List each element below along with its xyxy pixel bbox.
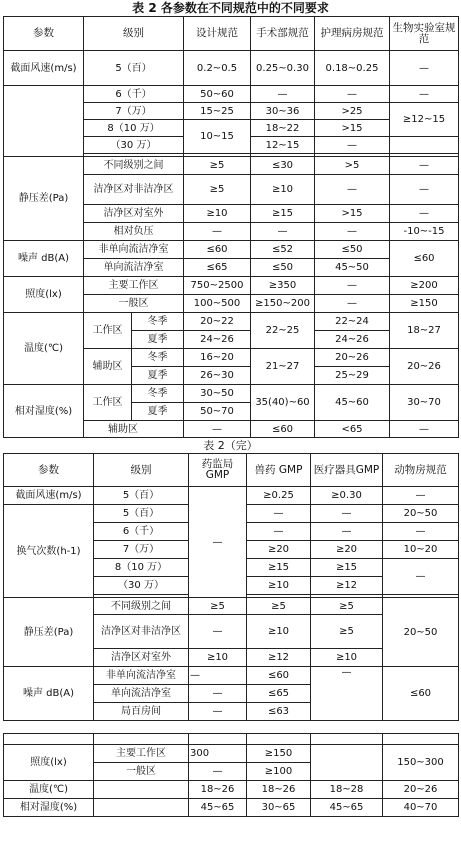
value-cell: 750~2500 bbox=[184, 277, 251, 295]
value-cell: 50~70 bbox=[184, 403, 251, 421]
header-cell: 设计规范 bbox=[184, 17, 251, 51]
table-row-spacer bbox=[4, 734, 459, 745]
table-row bbox=[4, 313, 459, 331]
level-cell: 主要工作区 bbox=[84, 277, 184, 295]
value-cell: 20~50 bbox=[383, 598, 459, 667]
header-cell: 生物实验室规范 bbox=[390, 17, 459, 51]
level-cell: 不同级别之间 bbox=[94, 598, 189, 615]
param-cell: 噪声 dB(A) bbox=[4, 667, 94, 721]
level-cell: 非单向流洁净室 bbox=[84, 241, 184, 259]
value-cell: 45~65 bbox=[311, 799, 383, 817]
value-cell: 0.2~0.5 bbox=[184, 51, 251, 86]
value-cell: 18~26 bbox=[189, 781, 247, 799]
value-cell: 0.25~0.30 bbox=[251, 51, 315, 86]
value-cell: 18~26 bbox=[247, 781, 311, 799]
value-cell: 20~26 bbox=[390, 349, 459, 385]
value-cell: 16~20 bbox=[184, 349, 251, 367]
value-cell: >15 bbox=[315, 205, 390, 223]
param-cell: 温度(℃) bbox=[4, 781, 94, 799]
value-cell: — bbox=[247, 505, 311, 523]
value-cell: — bbox=[189, 487, 247, 598]
param-cell: 相对湿度(%) bbox=[4, 799, 94, 817]
value-cell: 18~22 bbox=[251, 120, 315, 137]
value-cell: ≤60 bbox=[184, 241, 251, 259]
table2 bbox=[3, 453, 459, 721]
value-cell: — bbox=[315, 137, 390, 154]
table2-title: 表 2（完） bbox=[203, 439, 258, 452]
value-cell: ≥150~200 bbox=[251, 295, 315, 313]
param-cell: 相对湿度(%) bbox=[4, 385, 84, 438]
value-cell: — bbox=[189, 763, 247, 781]
level-cell: 8（10 万） bbox=[94, 559, 189, 577]
table-row bbox=[4, 86, 459, 103]
table-row bbox=[4, 277, 459, 295]
season-cell: 夏季 bbox=[132, 331, 184, 349]
value-cell: ≥15 bbox=[311, 559, 383, 577]
header-cell: 级别 bbox=[94, 454, 189, 487]
value-cell: ≤60 bbox=[390, 241, 459, 277]
season-cell: 夏季 bbox=[132, 403, 184, 421]
value-cell: ≤65 bbox=[247, 685, 311, 703]
value-cell: 300 bbox=[189, 745, 247, 763]
header-cell: 参数 bbox=[4, 17, 84, 51]
table1-title: 表 2 各参数在不同规范中的不同要求 bbox=[132, 1, 329, 15]
level-cell: 7（万） bbox=[94, 541, 189, 559]
value-cell: — bbox=[184, 223, 251, 241]
value-cell: — bbox=[189, 685, 247, 703]
value-cell: >5 bbox=[315, 157, 390, 175]
value-cell: — bbox=[189, 615, 247, 649]
value-cell: 18~27 bbox=[390, 313, 459, 349]
value-cell-empty bbox=[311, 745, 383, 781]
value-cell: >25 bbox=[315, 103, 390, 120]
param-cell: 静压差(Pa) bbox=[4, 598, 94, 667]
season-cell: 冬季 bbox=[132, 385, 184, 403]
value-cell: ≤30 bbox=[251, 157, 315, 175]
value-cell-empty bbox=[390, 137, 459, 154]
level-cell: 局百房间 bbox=[94, 703, 189, 721]
value-cell: 30~70 bbox=[390, 385, 459, 421]
value-cell: 50~60 bbox=[184, 86, 251, 103]
value-cell: 100~500 bbox=[184, 295, 251, 313]
value-cell: ≥5 bbox=[311, 615, 383, 649]
value-cell: ≥5 bbox=[184, 175, 251, 205]
table-row bbox=[4, 51, 459, 86]
season-cell: 冬季 bbox=[132, 313, 184, 331]
value-cell: ≤63 bbox=[247, 703, 311, 721]
level-cell-empty bbox=[94, 799, 189, 817]
value-cell: 22~24 bbox=[315, 313, 390, 331]
level-cell: 非单向流洁净室 bbox=[94, 667, 189, 685]
sublevel-cell: 工作区 bbox=[84, 313, 132, 349]
value-cell: 30~65 bbox=[247, 799, 311, 817]
table3 bbox=[3, 733, 459, 817]
value-cell: ≥15 bbox=[251, 205, 315, 223]
value-cell: — bbox=[390, 157, 459, 175]
level-cell: 主要工作区 bbox=[94, 745, 189, 763]
value-cell: ≥150 bbox=[247, 745, 311, 763]
level-cell: 6（千） bbox=[94, 523, 189, 541]
table1 bbox=[3, 16, 459, 438]
value-cell: ≤60 bbox=[247, 667, 311, 685]
param-cell: 噪声 dB(A) bbox=[4, 241, 84, 277]
param-cell-empty bbox=[4, 86, 84, 157]
value-cell: 40~70 bbox=[383, 799, 459, 817]
value-cell: — bbox=[315, 277, 390, 295]
level-cell: （30 万） bbox=[94, 577, 189, 595]
header-cell: 兽药 GMP bbox=[247, 454, 311, 487]
value-cell: — bbox=[184, 421, 251, 438]
table2-header-row bbox=[4, 454, 459, 487]
table-row bbox=[4, 745, 459, 763]
level-cell: 6（千） bbox=[84, 86, 184, 103]
table-row bbox=[4, 241, 459, 259]
value-cell: 45~65 bbox=[189, 799, 247, 817]
value-cell: 20~22 bbox=[184, 313, 251, 331]
value-cell: ≥20 bbox=[311, 541, 383, 559]
value-cell: 26~30 bbox=[184, 367, 251, 385]
level-cell: 单向流洁净室 bbox=[94, 685, 189, 703]
value-cell: ≤65 bbox=[184, 259, 251, 277]
value-cell: — bbox=[251, 223, 315, 241]
value-cell: ≥10 bbox=[184, 205, 251, 223]
level-cell: 5（百） bbox=[84, 51, 184, 86]
level-cell: 8（10 万） bbox=[84, 120, 184, 137]
level-cell: 不同级别之间 bbox=[84, 157, 184, 175]
value-cell: — bbox=[311, 505, 383, 523]
season-cell: 夏季 bbox=[132, 367, 184, 385]
value-cell: ≥10 bbox=[247, 615, 311, 649]
value-cell: 30~36 bbox=[251, 103, 315, 120]
level-cell: 单向流洁净室 bbox=[84, 259, 184, 277]
value-cell: ≥12 bbox=[311, 577, 383, 595]
value-cell: <65 bbox=[315, 421, 390, 438]
value-cell: 24~26 bbox=[184, 331, 251, 349]
param-cell: 静压差(Pa) bbox=[4, 157, 84, 241]
value-cell: ≥5 bbox=[311, 598, 383, 615]
value-cell: ≤60 bbox=[251, 421, 315, 438]
value-cell: 22~25 bbox=[251, 313, 315, 349]
header-cell: 参数 bbox=[4, 454, 94, 487]
value-cell: ≥12 bbox=[247, 649, 311, 667]
level-cell: （30 万） bbox=[84, 137, 184, 154]
value-cell: ≥15 bbox=[247, 559, 311, 577]
level-cell: 一般区 bbox=[84, 295, 184, 313]
level-cell: 5（百） bbox=[94, 505, 189, 523]
value-cell: 20~26 bbox=[383, 781, 459, 799]
value-cell: — bbox=[315, 223, 390, 241]
value-cell: — bbox=[383, 487, 459, 505]
value-cell: — bbox=[390, 51, 459, 86]
param-cell: 温度(℃) bbox=[4, 313, 84, 385]
value-cell: ≥10 bbox=[247, 577, 311, 595]
table-row bbox=[4, 598, 459, 615]
value-cell: ≥5 bbox=[184, 157, 251, 175]
value-cell: 150~300 bbox=[383, 745, 459, 781]
value-cell: ≤50 bbox=[315, 241, 390, 259]
table1-header-row bbox=[4, 17, 459, 51]
value-cell: 18~28 bbox=[311, 781, 383, 799]
param-cell: 换气次数(h-1) bbox=[4, 505, 94, 598]
value-cell: ≤60 bbox=[383, 667, 459, 721]
value-cell: 10~15 bbox=[184, 120, 251, 154]
level-cell: 洁净区对室外 bbox=[94, 649, 189, 667]
value-cell: ≥0.25 bbox=[247, 487, 311, 505]
value-cell: 45~50 bbox=[315, 259, 390, 277]
header-cell: 药监局GMP bbox=[189, 454, 247, 487]
value-cell: ≥200 bbox=[390, 277, 459, 295]
value-cell: ≥10 bbox=[251, 175, 315, 205]
value-cell: ≥100 bbox=[247, 763, 311, 781]
value-cell: — bbox=[251, 86, 315, 103]
value-cell: >15 bbox=[315, 120, 390, 137]
value-cell: ≥5 bbox=[189, 598, 247, 615]
level-cell: 5（百） bbox=[94, 487, 189, 505]
value-cell: ≥20 bbox=[247, 541, 311, 559]
table-row bbox=[4, 799, 459, 817]
table-row bbox=[4, 385, 459, 403]
value-cell: 25~29 bbox=[315, 367, 390, 385]
level-cell: 洁净区对室外 bbox=[84, 205, 184, 223]
param-cell: 截面风速(m/s) bbox=[4, 487, 94, 505]
value-cell: — bbox=[311, 667, 383, 721]
level-cell: 洁净区对非洁净区 bbox=[94, 615, 189, 649]
value-cell: — bbox=[315, 175, 390, 205]
value-cell: ≥10 bbox=[189, 649, 247, 667]
value-cell: — bbox=[247, 523, 311, 541]
value-cell: ≤52 bbox=[251, 241, 315, 259]
value-cell: 24~26 bbox=[315, 331, 390, 349]
header-cell: 手术部规范 bbox=[251, 17, 315, 51]
level-cell: 相对负压 bbox=[84, 223, 184, 241]
value-cell: — bbox=[189, 703, 247, 721]
param-cell: 截面风速(m/s) bbox=[4, 51, 84, 86]
table-row bbox=[4, 157, 459, 175]
value-cell: 20~26 bbox=[315, 349, 390, 367]
sublevel-cell: 工作区 bbox=[84, 385, 132, 421]
param-cell: 照度(lx) bbox=[4, 277, 84, 313]
value-cell: — bbox=[315, 86, 390, 103]
table-row bbox=[4, 487, 459, 505]
season-cell: 冬季 bbox=[132, 349, 184, 367]
value-cell: — bbox=[390, 175, 459, 205]
value-cell: 35(40)~60 bbox=[251, 385, 315, 421]
value-cell: 20~50 bbox=[383, 505, 459, 523]
value-cell: — bbox=[311, 523, 383, 541]
value-cell: — bbox=[390, 86, 459, 103]
level-cell-empty bbox=[94, 781, 189, 799]
header-cell: 医疗器具GMP bbox=[311, 454, 383, 487]
value-cell: 30~50 bbox=[184, 385, 251, 403]
value-cell: ≤50 bbox=[251, 259, 315, 277]
value-cell: ≥350 bbox=[251, 277, 315, 295]
table-gap bbox=[0, 721, 461, 733]
value-cell: 10~20 bbox=[383, 541, 459, 559]
value-cell: — bbox=[390, 421, 459, 438]
value-cell: ≥10 bbox=[311, 649, 383, 667]
level-cell: 一般区 bbox=[94, 763, 189, 781]
value-cell: ≥0.30 bbox=[311, 487, 383, 505]
value-cell: -10~-15 bbox=[390, 223, 459, 241]
value-cell: 0.18~0.25 bbox=[315, 51, 390, 86]
sublevel-cell: 辅助区 bbox=[84, 421, 184, 438]
sublevel-cell: 辅助区 bbox=[84, 349, 132, 385]
value-cell: — bbox=[383, 559, 459, 595]
value-cell: 12~15 bbox=[251, 137, 315, 154]
header-cell: 级别 bbox=[84, 17, 184, 51]
value-cell: — bbox=[383, 523, 459, 541]
value-cell: 21~27 bbox=[251, 349, 315, 385]
level-cell: 7（万） bbox=[84, 103, 184, 120]
value-cell: 45~60 bbox=[315, 385, 390, 421]
value-cell: ≥150 bbox=[390, 295, 459, 313]
level-cell: 洁净区对非洁净区 bbox=[84, 175, 184, 205]
value-cell: — bbox=[315, 295, 390, 313]
header-cell: 护理病房规范 bbox=[315, 17, 390, 51]
param-cell: 照度(lx) bbox=[4, 745, 94, 781]
value-cell: ≥5 bbox=[247, 598, 311, 615]
value-cell: ≥12~15 bbox=[390, 103, 459, 137]
header-cell: 动物房规范 bbox=[383, 454, 459, 487]
table-row bbox=[4, 667, 459, 685]
table-row bbox=[4, 781, 459, 799]
value-cell: 15~25 bbox=[184, 103, 251, 120]
value-cell: — bbox=[390, 205, 459, 223]
value-cell: — bbox=[189, 667, 247, 685]
